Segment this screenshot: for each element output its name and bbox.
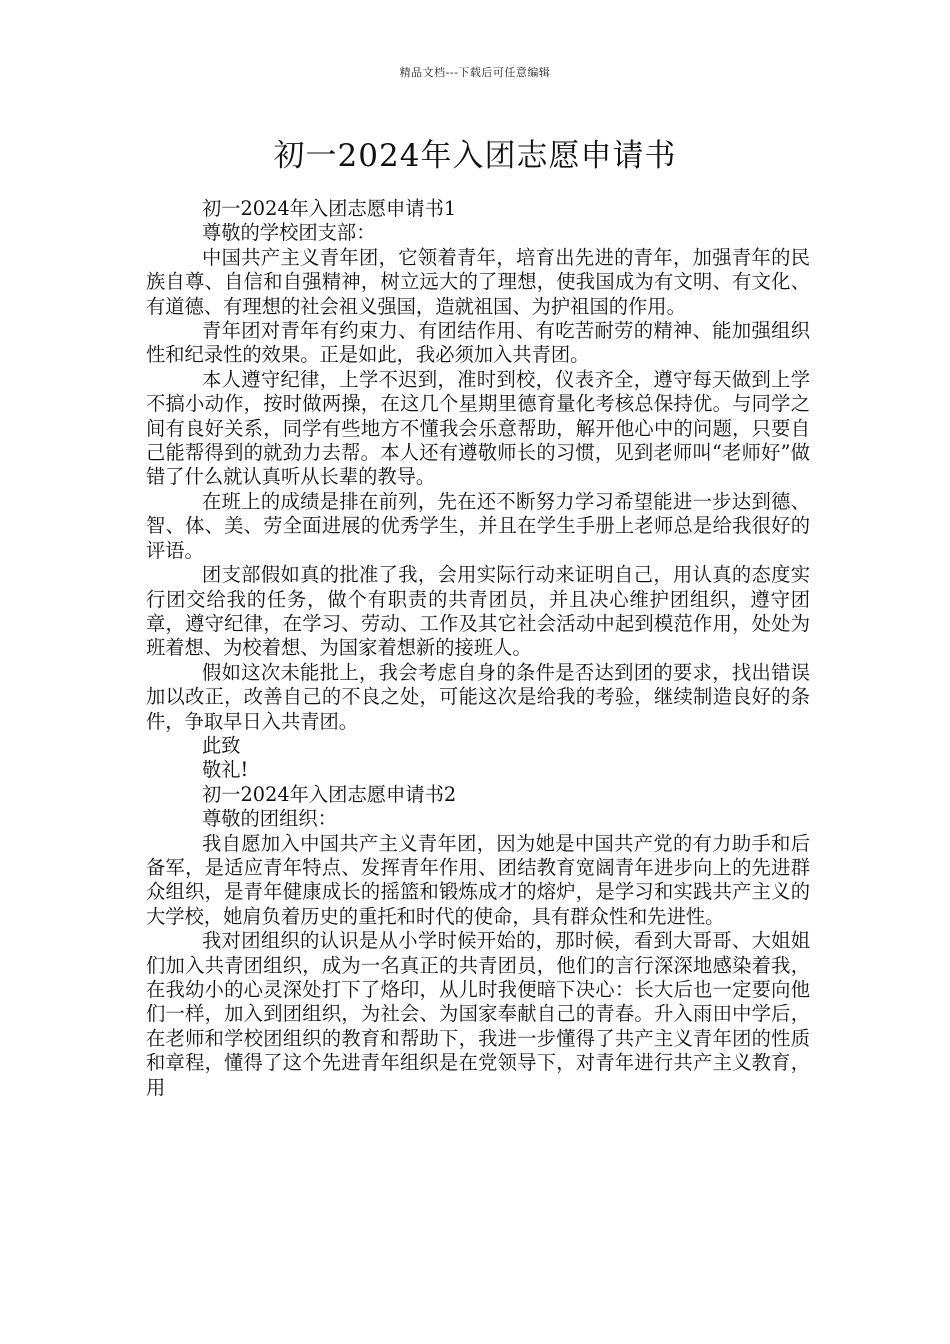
salutation-2: 尊敬的团组织： [201,807,337,831]
paragraph: 假如这次未能批上，我会考虑自身的条件是否达到团的要求，找出错误加以改正，改善自己的不良之处，可能这次是给我的考验，继续制造良好的条件，争取早日入共青团。 [146,660,810,733]
document-title: 初一2024年入团志愿申请书 [273,138,677,174]
section-heading-2: 初一2024年入团志愿申请书2 [201,782,457,806]
document-body [146,197,810,1100]
paragraph: 我对团组织的认识是从小学时候开始的，那时候，看到大哥哥、大姐姐们加入共青团组织，成为一名真正的共青团员，他们的言行深深地感染着我，在我幼小的心灵深处打下了烙印，从儿时我便暗下决心：长大后也一定要向他们一样，加入到团组织，为社会、为国家奉献自己的青春。升入雨田中学后，在老师和学校团组织的教育和帮助下，我进一步懂得了共产主义青年团的性质和章程，懂得了这个先进青年组织是在党领导下，对青年进行共产主义教育，用 [146,929,810,1099]
paragraph: 在班上的成绩是排在前列，先在还不断努力学习希望能进一步达到德、智、体、美、劳全面进展的优秀学生，并且在学生手册上老师总是给我很好的评语。 [146,489,810,562]
paragraph: 青年团对青年有约束力、有团结作用、有吃苦耐劳的精神、能加强组织性和纪录性的效果。正是如此，我必须加入共青团。 [146,319,810,367]
section-heading-1: 初一2024年入团志愿申请书1 [201,197,457,220]
closing-salute: 敬礼! [201,758,249,782]
page-header: 精品文档---下载后可任意编辑 [399,66,551,79]
salutation-1: 尊敬的学校团支部： [201,221,376,245]
closing-line: 此致 [201,733,241,757]
paragraph: 中国共产主义青年团，它领着青年，培育出先进的青年，加强青年的民族自尊、自信和自强精神，树立远大的了理想，使我国成为有文明、有文化、有道德、有理想的社会祖义强国，造就祖国、为护祖国的作用。 [146,245,810,318]
paragraph: 团支部假如真的批准了我，会用实际行动来证明自己，用认真的态度实行团交给我的任务，做个有职责的共青团员，并且决心维护团组织，遵守团章，遵守纪律，在学习、劳动、工作及其它社会活动中起到模范作用，处处为班着想、为校着想、为国家着想新的接班人。 [146,563,810,660]
paragraph: 本人遵守纪律，上学不迟到，准时到校，仪表齐全，遵守每天做到上学不搞小动作，按时做两操，在这几个星期里德育量化考核总保持优。与同学之间有良好关系，同学有些地方不懂我会乐意帮助，解开他心中的问题，只要自己能帮得到的就劲力去帮。本人还有遵敬师长的习惯，见到老师叫“老师好”做错了什么就认真听从长辈的教导。 [146,367,810,489]
paragraph: 我自愿加入中国共产主义青年团，因为她是中国共产党的有力助手和后备军，是适应青年特点、发挥青年作用、团结教育宽阔青年进步向上的先进群众组织，是青年健康成长的摇篮和锻炼成才的熔炉，是学习和实践共产主义的大学校，她肩负着历史的重托和时代的使命，具有群众性和先进性。 [146,831,810,928]
